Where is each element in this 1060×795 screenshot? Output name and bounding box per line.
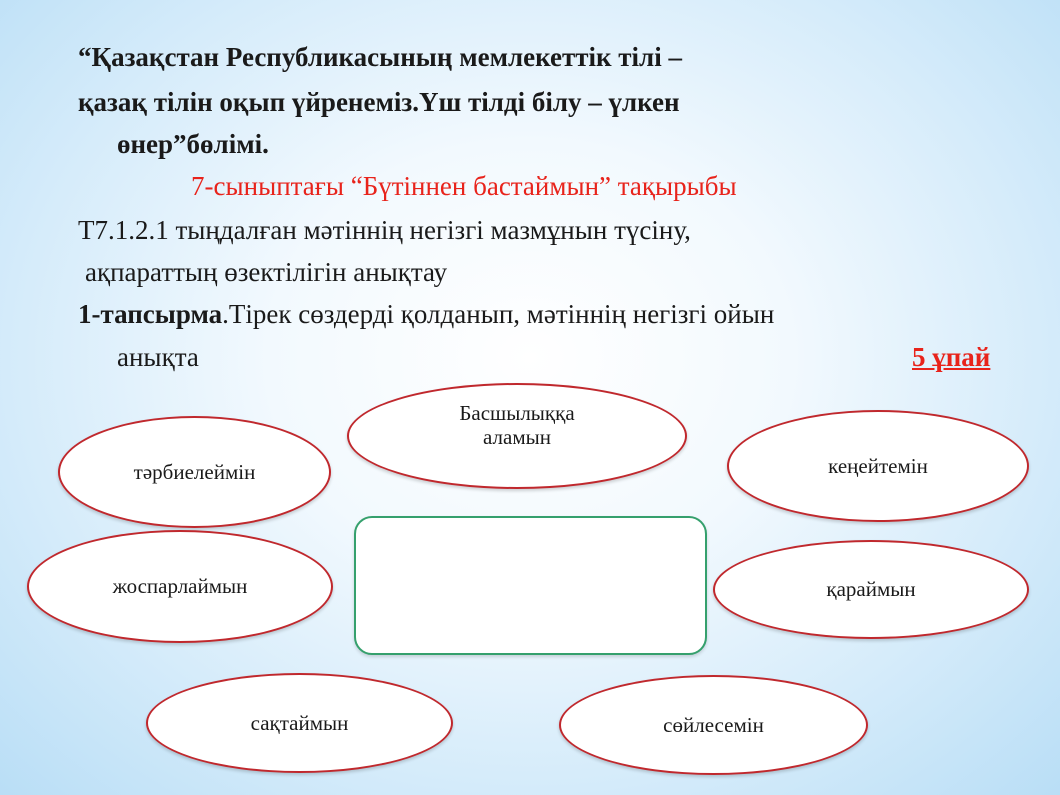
task-text-1: .Тірек сөздерді қолданып, мәтіннің негізгі ойын <box>222 299 775 329</box>
objective-line-1: Т7.1.2.1 тыңдалған мәтіннің негізгі мазмұнын түсіну, <box>78 215 691 245</box>
oval-top-center <box>347 383 687 489</box>
oval-mid-right <box>713 540 1029 639</box>
oval-mid-right-label: қараймын <box>826 577 916 602</box>
oval-bottom-right-label: сөйлесемін <box>663 712 764 737</box>
task-text-2: анықта <box>117 342 199 372</box>
topic-line: 7-сыныптағы “Бүтіннен бастаймын” тақырыбы <box>191 171 737 201</box>
oval-top-right-label: кеңейтемін <box>828 453 928 478</box>
center-answer-box <box>354 516 707 655</box>
oval-bottom-left <box>146 673 453 773</box>
task-label: 1-тапсырма <box>78 299 223 329</box>
oval-top-left-label: тәрбиелеймін <box>133 459 256 484</box>
oval-top-center-line-1: Басшылыққа <box>459 400 575 425</box>
heading-line-3: өнер”бөлімі. <box>117 129 269 159</box>
oval-bottom-right <box>559 675 868 775</box>
objective-line-2: ақпараттың өзектілігін анықтау <box>85 257 448 287</box>
oval-mid-left-label: жоспарлаймын <box>112 574 248 599</box>
oval-top-right <box>727 410 1029 522</box>
task-line-1 <box>78 301 774 328</box>
heading-line-1: “Қазақстан Республикасының мемлекеттік тілі – <box>78 42 682 72</box>
oval-bottom-left-label: сақтаймын <box>250 710 349 735</box>
oval-mid-left <box>27 530 333 643</box>
oval-top-center-line-2: аламын <box>483 425 551 449</box>
heading-line-2: қазақ тілін оқып үйренеміз.Үш тілді білу – үлкен <box>78 87 680 117</box>
oval-top-left <box>58 416 331 528</box>
score-badge: 5 ұпай <box>912 342 991 372</box>
